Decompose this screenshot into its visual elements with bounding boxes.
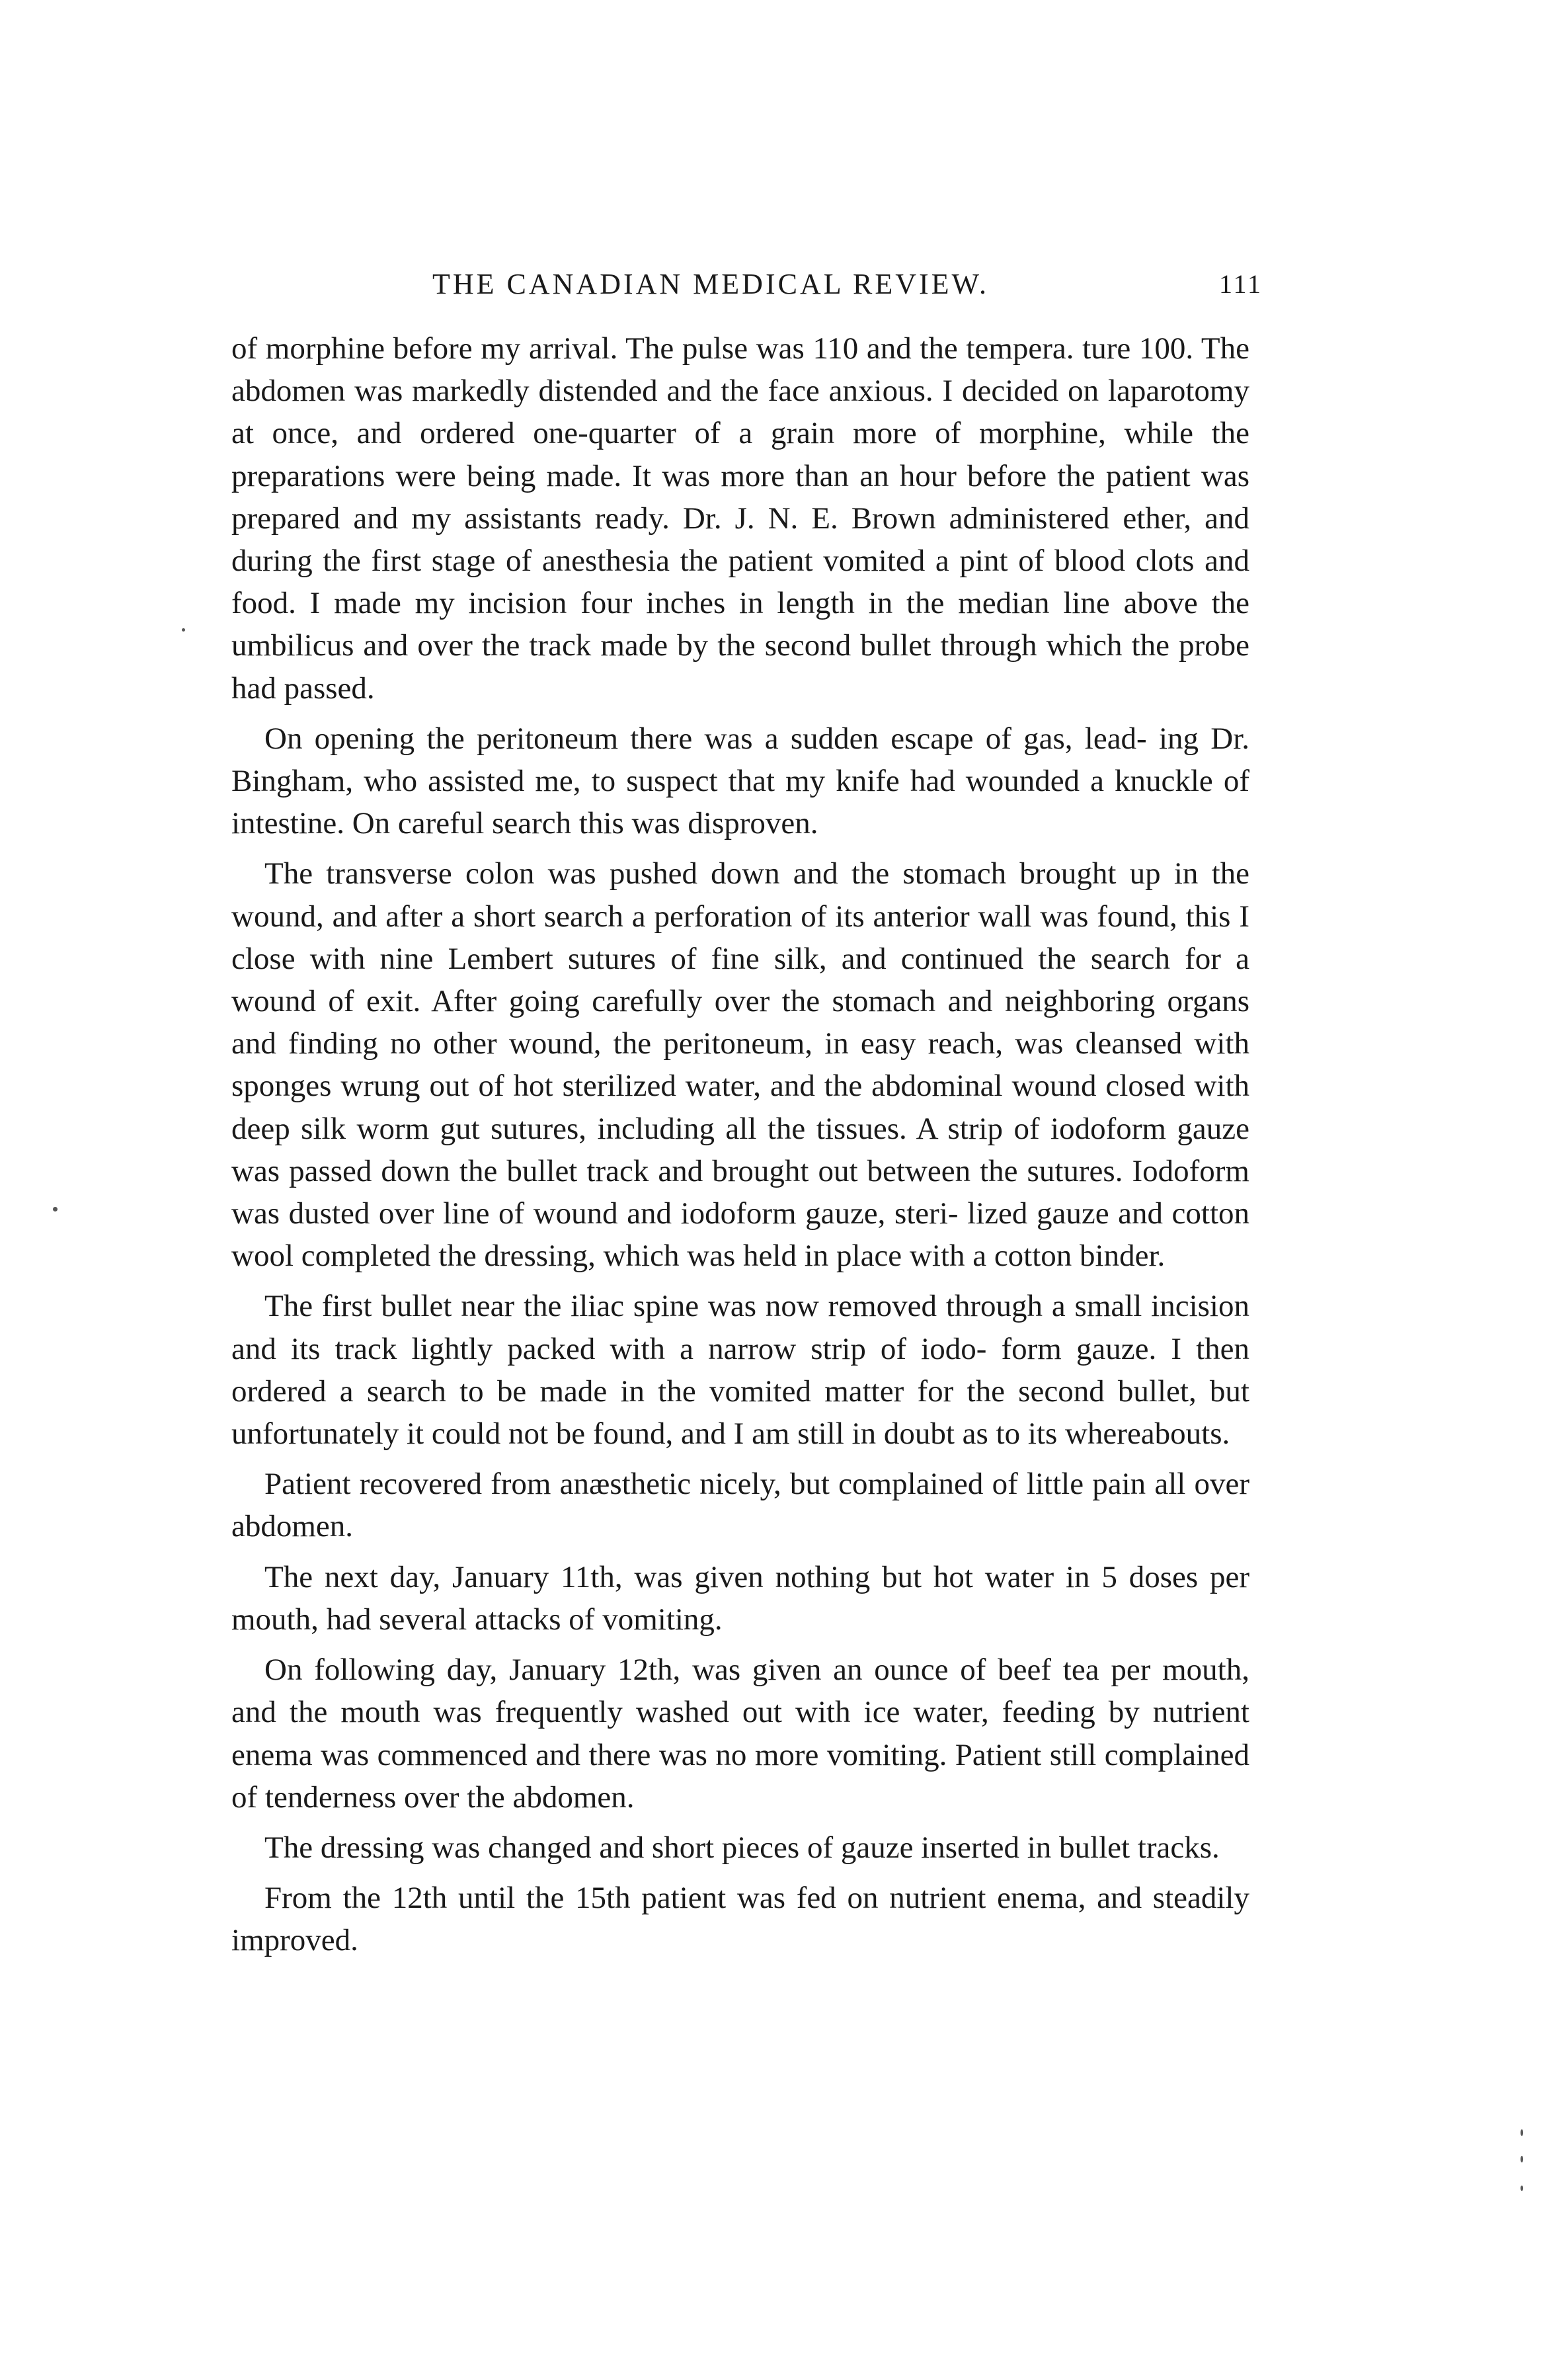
paragraph-7: On following day, January 12th, was given an ounce of beef tea per mouth, and the mouth was frequently washed out with ice water, feeding by nutrient enema was commenced and there was no more vomiting. Patient still complained of tenderness over the abdomen.: [231, 1653, 1249, 1815]
margin-speck: [1521, 2156, 1523, 2162]
paragraph-5: Patient recovered from anæsthetic nicely, but complained of little pain all over abdomen.: [231, 1467, 1249, 1544]
body-text: [231, 327, 1249, 1970]
paragraph-6: The next day, January 11th, was given nothing but hot water in 5 doses per mouth, had several attacks of vomiting.: [231, 1559, 1249, 1637]
margin-speck: [53, 1207, 58, 1211]
margin-speck: [182, 628, 185, 632]
paragraph-4: The first bullet near the iliac spine was now removed through a small incision and its track lightly packed with a narrow strip of iodo- form gauze. I then ordered a search to be made in the vomited matter for the second bullet, but unfortunately it could not be found, and I am still in doubt as to its whereabouts.: [231, 1289, 1249, 1452]
running-title: THE CANADIAN MEDICAL REVIEW.: [432, 268, 989, 300]
paragraph-2: On opening the peritoneum there was a sudden escape of gas, lead- ing Dr. Bingham, who assisted me, to suspect that my knife had wounded a knuckle of intestine. On careful search this was disproven.: [231, 721, 1249, 841]
margin-speck: [1521, 2186, 1523, 2191]
margin-speck: [1521, 2129, 1523, 2136]
paragraph-3: The transverse colon was pushed down and the stomach brought up in the wound, and after a short search a perforation of its anterior wall was found, this I close with nine Lembert sutures of fine silk, and continued the search for a wound of exit. After going carefully over the stomach and neighboring organs and finding no other wound, the peritoneum, in easy reach, was cleansed with sponges wrung out of hot sterilized water, and the abdominal wound closed with deep silk worm gut sutures, including all the tissues. A strip of iodoform gauze was passed down the bullet track and brought out between the sutures. Iodoform was dusted over line of wound and iodoform gauze, steri- lized gauze and cotton wool completed the dressing, which was held in place with a cotton binder.: [231, 856, 1249, 1274]
paragraph-1: of morphine before my arrival. The pulse was 110 and the tempera. ture 100. The abdomen was markedly distended and the face anxious. I decided on laparotomy at once, and ordered one-quarter of a grain more of morphine, while the preparations were being made. It was more than an hour before the patient was prepared and my assistants ready. Dr. J. N. E. Brown administered ether, and during the first stage of anesthesia the patient vomited a pint of blood clots and food. I made my incision four inches in length in the median line above the umbilicus and over the track made by the second bullet through which the probe had passed.: [231, 331, 1249, 706]
page-number: 111: [1218, 269, 1263, 299]
paragraph-8: The dressing was changed and short pieces of gauze inserted in bullet tracks.: [264, 1830, 1220, 1865]
running-head: [231, 261, 1263, 308]
paragraph-9: From the 12th until the 15th patient was fed on nutrient enema, and steadily improved.: [231, 1881, 1249, 1958]
